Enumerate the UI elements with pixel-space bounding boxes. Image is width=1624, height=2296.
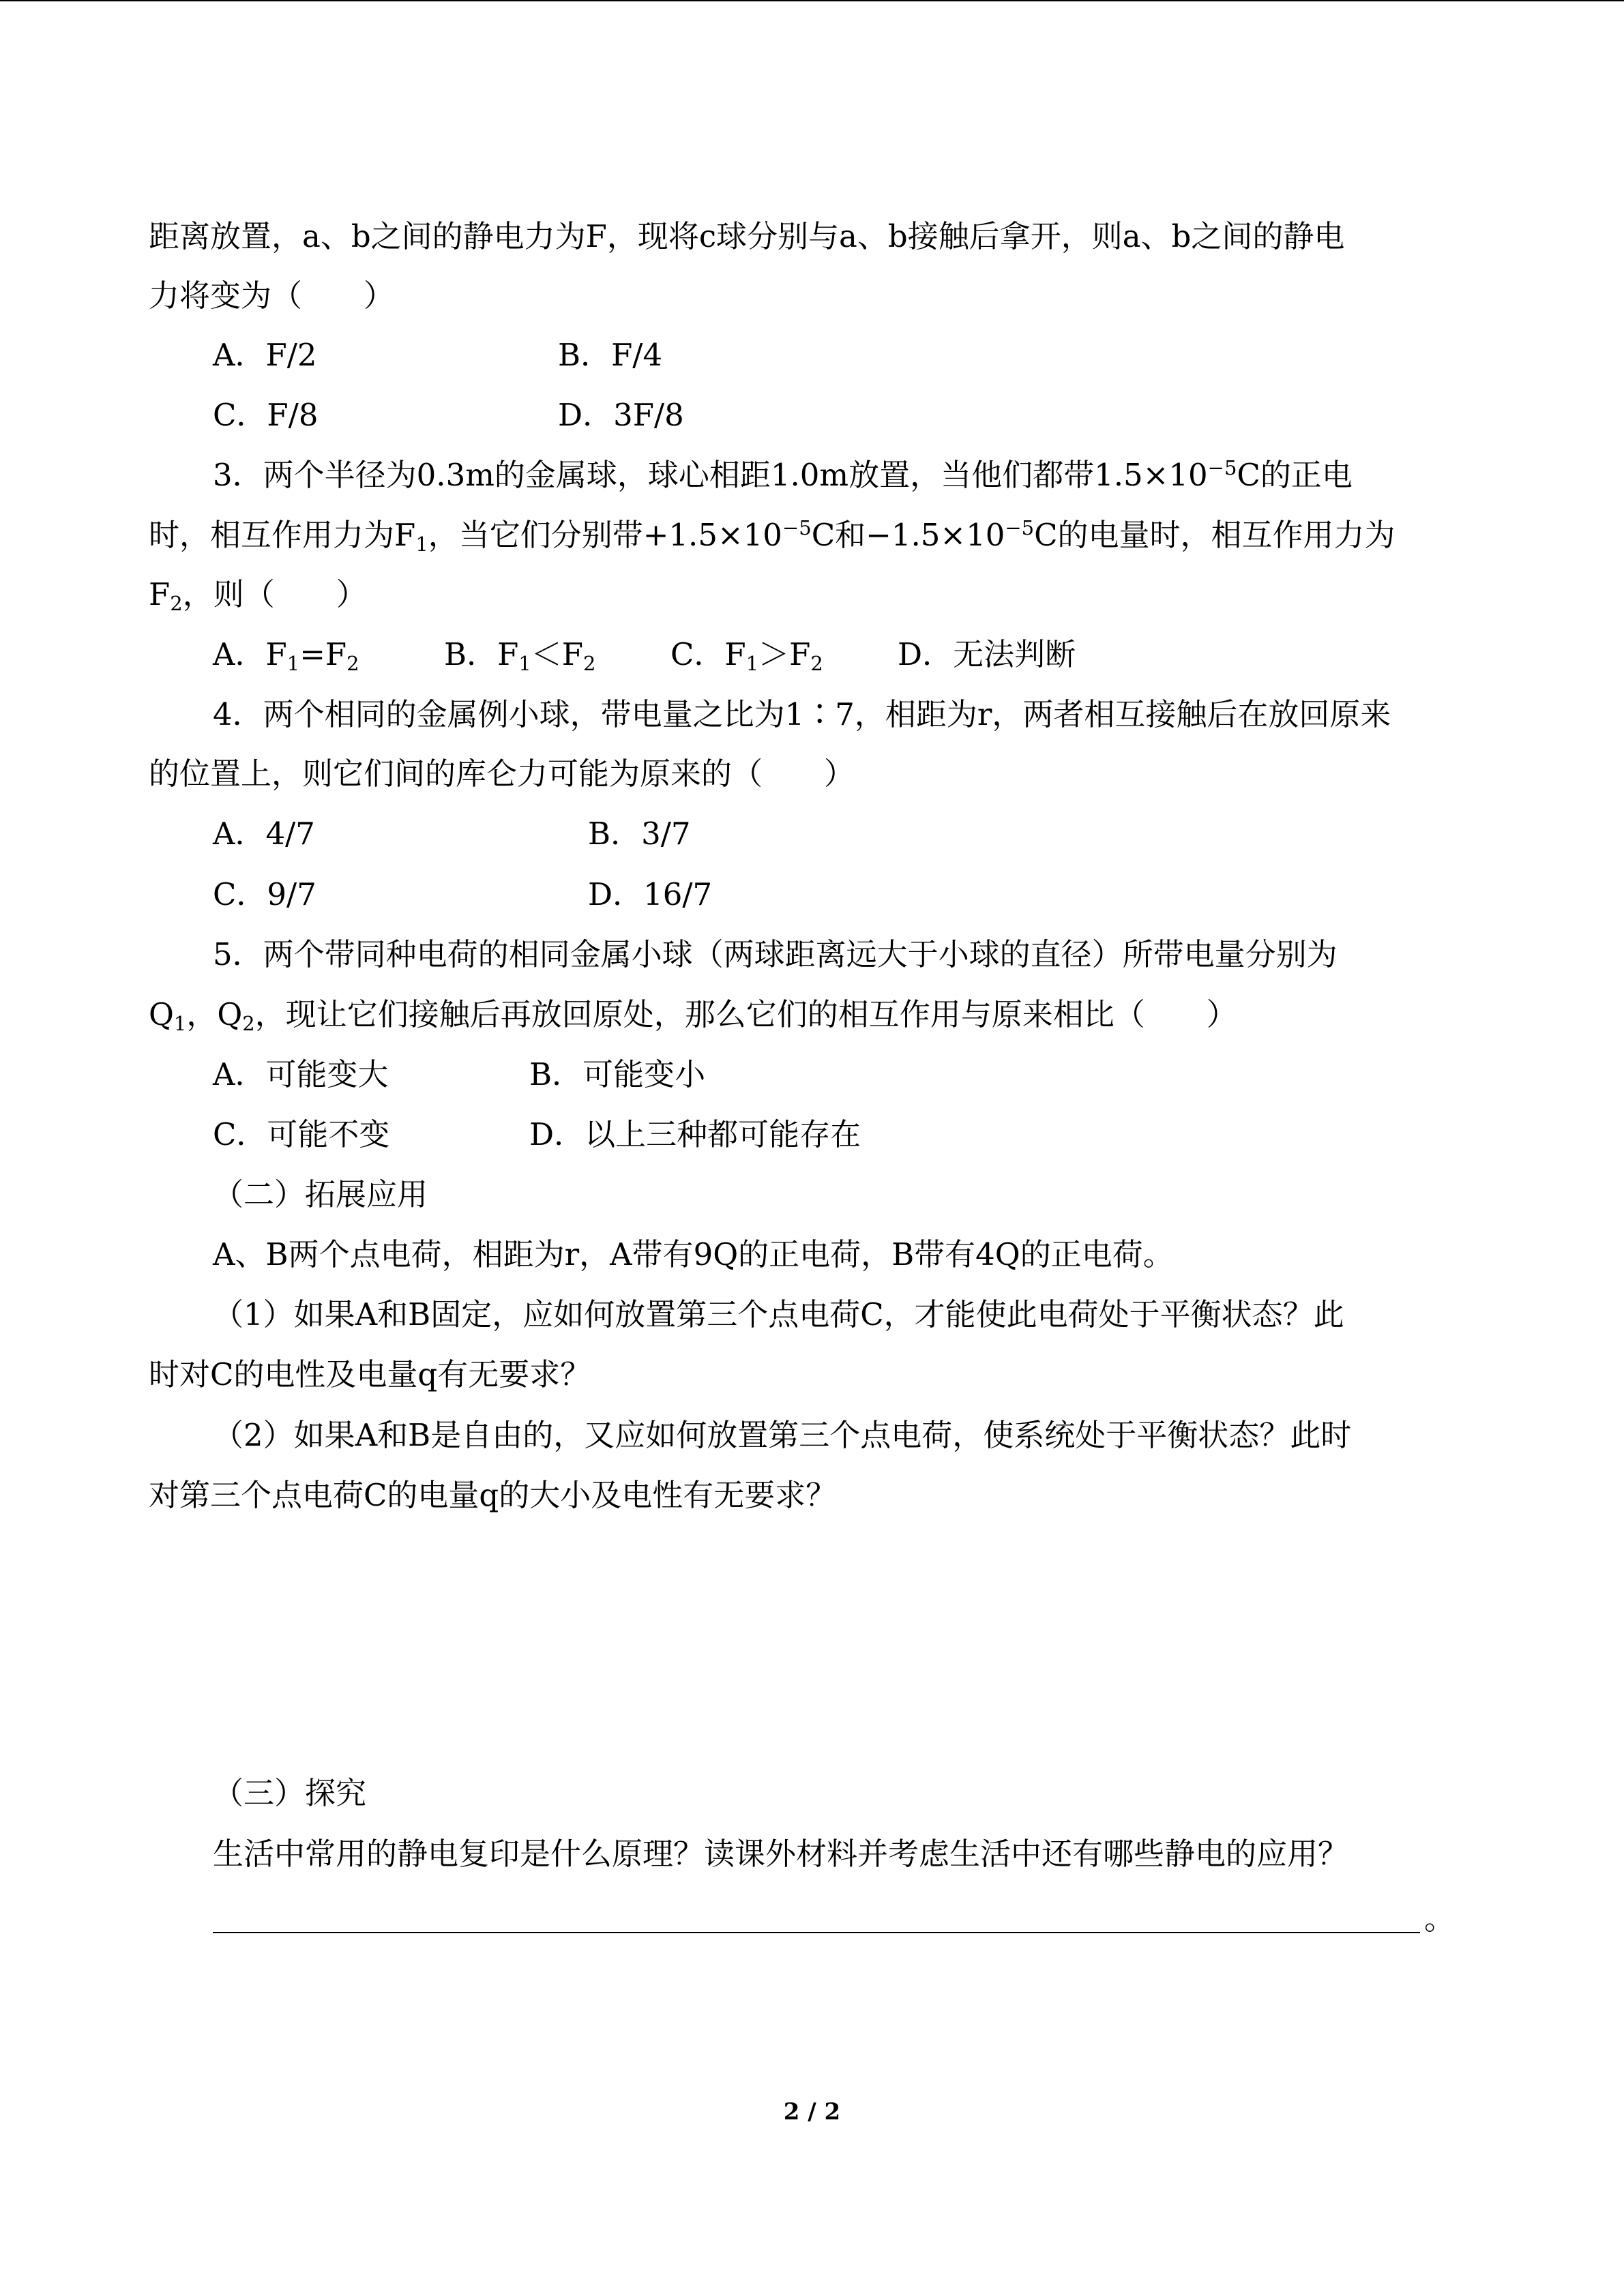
section-3-question: 生活中常用的静电复印是什么原理？读课外材料并考虑生活中还有哪些静电的应用？ — [213, 1836, 1349, 1872]
section-2-part-1-line-1: （1）如果A和B固定，应如何放置第三个点电荷C，才能使此电荷处于平衡状态？此 — [213, 1296, 1344, 1332]
q5-option-b: B．可能变小 — [529, 1056, 706, 1092]
q3-line-3: $F_2$，则（ ） — [149, 576, 367, 615]
q3-option-b: B．$F_1<F_2$ — [444, 636, 596, 675]
q3-line-2: 时，相互作用力为$F_1$，当它们分别带$+1.5\times 10^{-5}C$和$-1.5\times 10^{-5}C$的电量时，相互作用力为 — [149, 516, 1396, 556]
q4-line-2: 的位置上，则它们间的库仑力可能为原来的（ ） — [149, 756, 855, 792]
q4-option-a: A．4/7 — [213, 816, 315, 852]
section-2-intro: A、B两个点电荷，相距为r，A带有9Q的正电荷，B带有4Q的正电荷。 — [213, 1236, 1174, 1272]
section-2-part-2-line-1: （2）如果A和B是自由的，又应如何放置第三个点电荷，使系统处于平衡状态？此时 — [213, 1417, 1352, 1453]
q2-option-c: C．F/8 — [213, 397, 319, 433]
q3-line-1: 3．两个半径为0.3m的金属球，球心相距1.0m放置，当他们都带$1.5\times 10^{-5}C$的正电 — [213, 456, 1353, 493]
q4-option-b: B．3/7 — [588, 816, 691, 852]
q4-option-row-2 — [213, 874, 713, 915]
q3-option-row — [213, 634, 1076, 675]
answer-blank-line — [213, 1932, 1420, 1933]
q5-option-c: C．可能不变 — [213, 1116, 390, 1152]
q5-option-row-1 — [213, 1054, 706, 1095]
q2-option-a: A．F/2 — [213, 337, 317, 373]
section-2-heading: （二）拓展应用 — [213, 1176, 428, 1212]
q2-option-b: B．F/4 — [558, 337, 663, 373]
q5-option-a: A．可能变大 — [213, 1056, 389, 1092]
q4-option-c: C．9/7 — [213, 876, 316, 912]
q3-option-d: D．无法判断 — [898, 636, 1076, 672]
q3-option-c: C．$F_1>F_2$ — [670, 636, 823, 675]
q5-option-row-2 — [213, 1114, 861, 1155]
section-3-heading: （三）探究 — [213, 1775, 367, 1811]
q2-option-d: D．3F/8 — [558, 397, 684, 433]
q2-line-2: 力将变为（ ） — [149, 278, 395, 314]
q4-line-1: 4．两个相同的金属例小球，带电量之比为1∶7，相距为r，两者相互接触后在放回原来 — [213, 696, 1391, 732]
q5-line-1: 5．两个带同种电荷的相同金属小球（两球距离远大于小球的直径）所带电量分别为 — [213, 936, 1338, 972]
q2-option-row-1 — [213, 335, 663, 376]
q4-option-row-1 — [213, 814, 691, 854]
q3-option-a: A．$F_1=F_2$ — [213, 636, 359, 675]
answer-period: 。 — [1424, 1900, 1456, 1937]
page-number: 2 / 2 — [783, 2098, 841, 2126]
section-2-part-1-line-2: 时对C的电性及电量q有无要求？ — [149, 1356, 591, 1392]
q5-line-2: $Q_1$，$Q_2$，现让它们接触后再放回原处，那么它们的相互作用与原来相比（ ） — [149, 996, 1237, 1035]
top-border — [0, 0, 1624, 1]
q2-line-1: 距离放置，a、b之间的静电力为F，现将c球分别与a、b接触后拿开，则a、b之间的静电 — [149, 218, 1345, 254]
q5-option-d: D．以上三种都可能存在 — [529, 1116, 861, 1152]
q4-option-d: D．16/7 — [588, 876, 713, 912]
q2-option-row-2 — [213, 395, 684, 436]
section-2-part-2-line-2: 对第三个点电荷C的电量q的大小及电性有无要求？ — [149, 1477, 837, 1513]
